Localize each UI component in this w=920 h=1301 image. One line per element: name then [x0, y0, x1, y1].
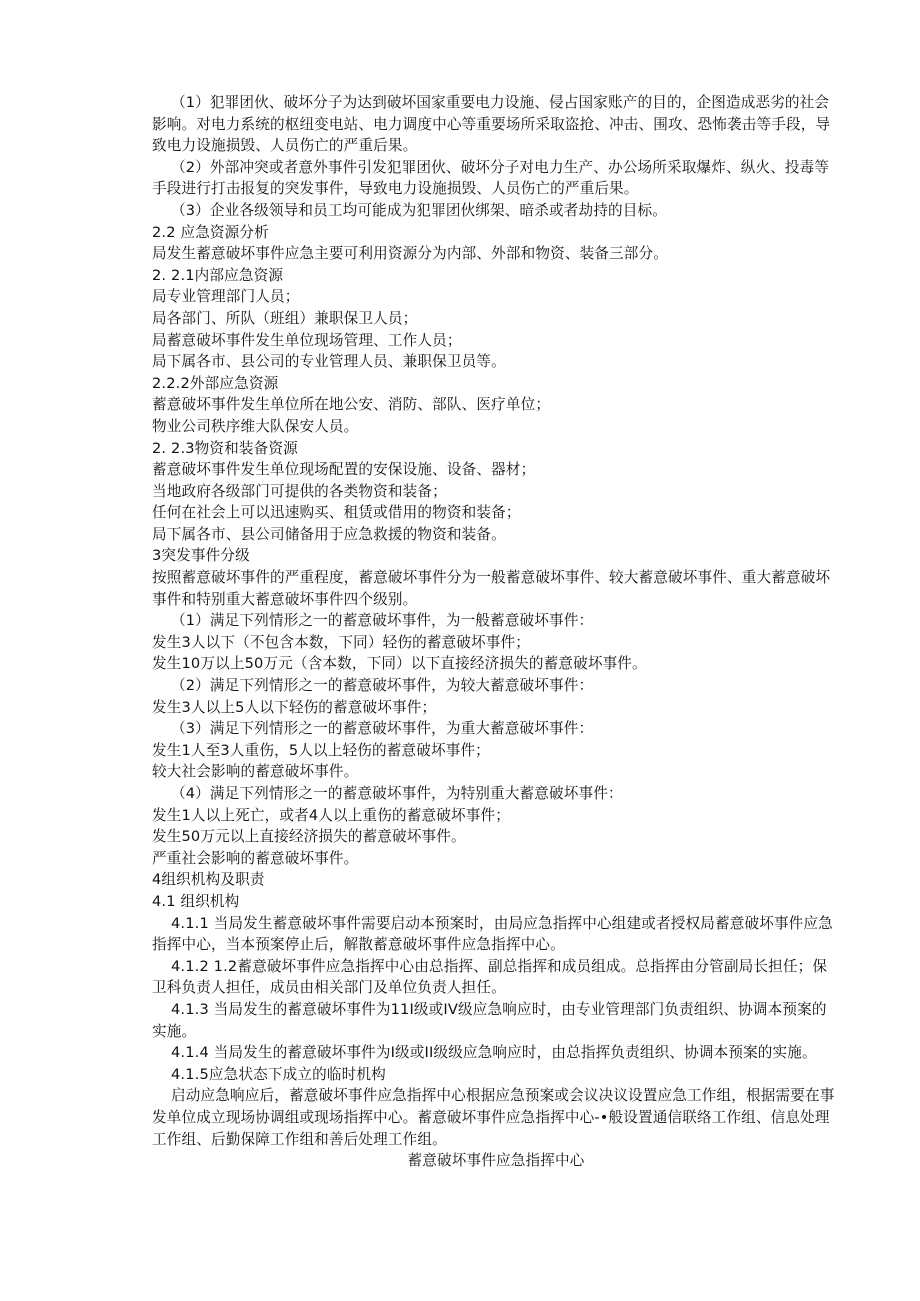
- list-item: 发生10万以上50万元（含本数，下同）以下直接经济损失的蓄意破坏事件。: [152, 655, 647, 673]
- list-item: 当地政府各级部门可提供的各类物资和装备；: [152, 482, 447, 500]
- list-item: 任何在社会上可以迅速购买、租赁或借用的物资和装备；: [152, 504, 521, 522]
- section-heading: 2.2.2外部应急资源: [152, 374, 279, 392]
- paragraph: （1）犯罪团伙、破坏分子为达到破坏国家重要电力设施、侵占国家账产的目的，企图造成恶劣的社会影响。对电力系统的枢纽变电站、电力调度中心等重要场所采取盗抢、冲击、围攻、恐怖袭击等手段，导致电力设施损毁、人员伤亡的严重后果。: [152, 94, 831, 155]
- section-heading: 2. 2.1内部应急资源: [152, 266, 284, 284]
- list-item: 发生1人以上死亡，或者4人以上重伤的蓄意破坏事件；: [152, 806, 510, 824]
- list-item: 发生3人以上5人以下轻伤的蓄意破坏事件；: [152, 698, 437, 716]
- list-item: 局各部门、所队（班组）兼职保卫人员；: [152, 309, 418, 327]
- paragraph: （3）满足下列情形之一的蓄意破坏事件，为重大蓄意破坏事件：: [171, 720, 594, 738]
- section-heading: 4组织机构及职责: [152, 871, 265, 889]
- paragraph: （1）满足下列情形之一的蓄意破坏事件，为一般蓄意破坏事件：: [171, 612, 594, 630]
- paragraph: 4.1.3 当局发生的蓄意破坏事件为11I级或IV级应急响应时，由专业管理部门负责组织、协调本预案的实施。: [152, 1000, 827, 1040]
- list-item: 局蓄意破坏事件发生单位现场管理、工作人员；: [152, 331, 462, 349]
- paragraph: 按照蓄意破坏事件的严重程度，蓄意破坏事件分为一般蓄意破坏事件、较大蓄意破坏事件、重大蓄意破坏事件和特别重大蓄意破坏事件四个级别。: [152, 569, 831, 608]
- paragraph: （4）满足下列情形之一的蓄意破坏事件，为特别重大蓄意破坏事件：: [171, 785, 623, 802]
- list-item: 局下属各市、县公司的专业管理人员、兼职保卫员等。: [152, 353, 506, 371]
- document-body: [152, 92, 840, 1172]
- paragraph: 局发生蓄意破坏事件应急主要可利用资源分为内部、外部和物资、装备三部分。: [152, 245, 669, 263]
- paragraph: 4.1.2 1.2蓄意破坏事件应急指挥中心由总指挥、副总指挥和成员组成。总指挥由分管副局长担任；保卫科负责人担任，成员由相关部门及单位负责人担任。: [152, 957, 828, 997]
- list-item: 蓄意破坏事件发生单位所在地公安、消防、部队、医疗单位；: [152, 396, 551, 414]
- paragraph: 4.1.4 当局发生的蓄意破坏事件为I级或II级级应急响应时，由总指挥负责组织、协调本预案的实施。: [171, 1044, 817, 1062]
- paragraph: 启动应急响应后，蓄意破坏事件应急指挥中心根据应急预案或会议决议设置应急工作组，根据需要在事发单位成立现场协调组或现场指挥中心。蓄意破坏事件应急指挥中心-•般设置通信联络工作组、信息处理工作组、后勤保障工作组和善后处理工作组。: [152, 1087, 835, 1148]
- paragraph: （2）满足下列情形之一的蓄意破坏事件，为较大蓄意破坏事件：: [171, 677, 594, 695]
- section-heading: 4.1.5应急状态下成立的临时机构: [171, 1065, 386, 1083]
- paragraph: 4.1.1 当局发生蓄意破坏事件需要启动本预案时，由局应急指挥中心组建或者授权局蓄意破坏事件应急指挥中心，当本预案停止后，解散蓄意破坏事件应急指挥中心。: [152, 914, 833, 954]
- list-item: 局下属各市、县公司储备用于应急救援的物资和装备。: [152, 525, 506, 543]
- list-item: 发生1人至3人重伤，5人以上轻伤的蓄意破坏事件；: [152, 741, 490, 759]
- section-heading: 4.1 组织机构: [152, 892, 240, 910]
- list-item: 发生50万元以上直接经济损失的蓄意破坏事件。: [152, 828, 466, 846]
- figure-caption: 蓄意破坏事件应急指挥中心: [407, 1152, 585, 1170]
- paragraph: （3）企业各级领导和员工均可能成为犯罪团伙绑架、暗杀或者劫持的目标。: [171, 201, 667, 219]
- list-item: 严重社会影响的蓄意破坏事件。: [152, 849, 359, 867]
- section-heading: 2.2 应急资源分析: [152, 223, 269, 241]
- list-item: 蓄意破坏事件发生单位现场配置的安保设施、设备、器材；: [152, 461, 536, 479]
- section-heading: 2. 2.3物资和装备资源: [152, 439, 298, 457]
- list-item: 发生3人以下（不包含本数，下同）轻伤的蓄意破坏事件；: [152, 633, 531, 651]
- list-item: 较大社会影响的蓄意破坏事件。: [152, 763, 359, 781]
- list-item: 物业公司秩序维大队保安人员。: [152, 417, 359, 435]
- list-item: 局专业管理部门人员；: [152, 288, 300, 306]
- paragraph: （2）外部冲突或者意外事件引发犯罪团伙、破坏分子对电力生产、办公场所采取爆炸、纵火、投毒等手段进行打击报复的突发事件，导致电力设施损毁、人员伤亡的严重后果。: [152, 158, 830, 198]
- section-heading: 3突发事件分级: [152, 547, 250, 565]
